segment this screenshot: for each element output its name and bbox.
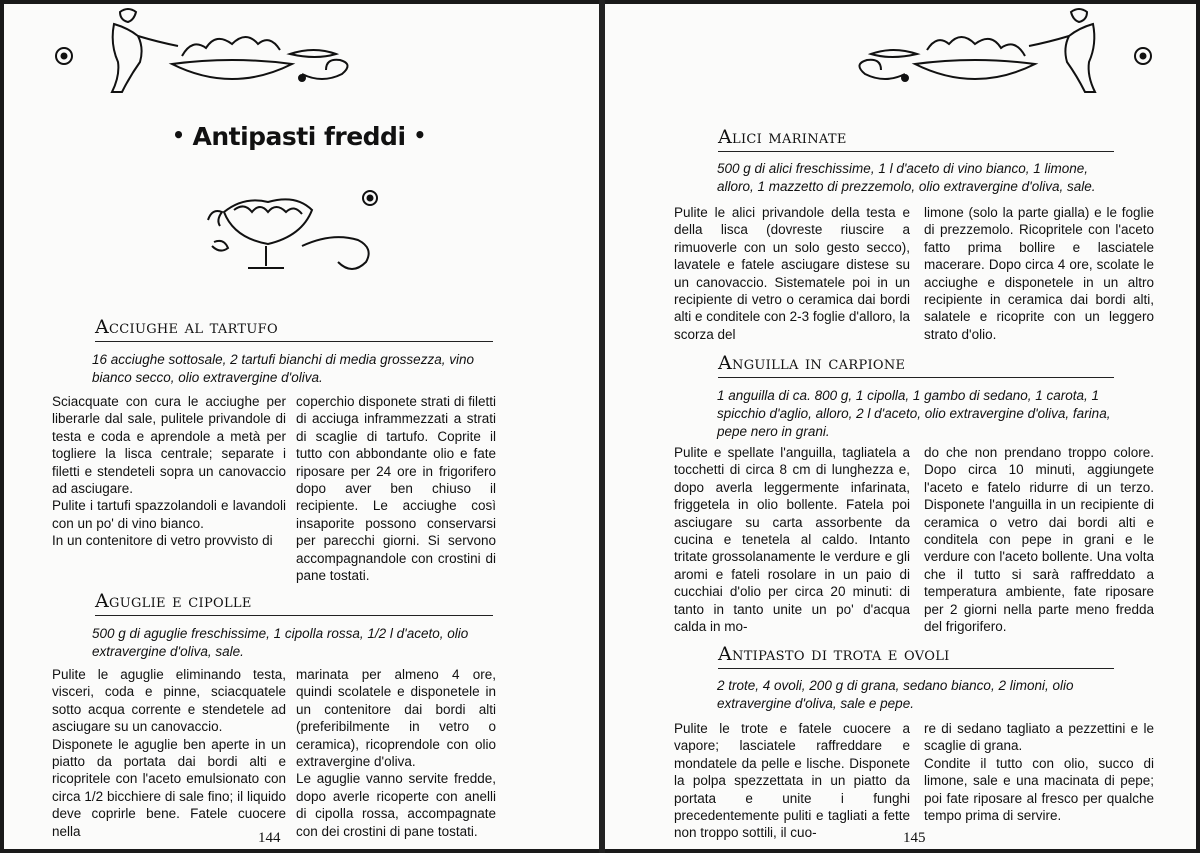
- recipe-paragraph: marinata per almeno 4 ore, quindi scolatele e disponetele in un contenitore dai bordi alti (preferibilmente in vetro o ceramica), ricoprendole con olio extravergine d'oliva.: [296, 667, 496, 770]
- recipe-text-column-2: [296, 666, 496, 840]
- right-page: [605, 4, 1196, 849]
- recipe-text-column-1: [52, 393, 286, 550]
- recipe-paragraph: coperchio disponete strati di filetti di acciuga inframmezzati a strati di scaglie di tartufo. Coprite il tutto con abbondante olio e fate riposare per 24 ore in frigorifero dopo aver ben chiuso il recipiente. Le acciughe così insaporite possono conservarsi per parecchi giorni. Si servono accompagnandole con crostini di pane tostati.: [296, 394, 496, 584]
- recipe-paragraph: Disponete le aguglie ben aperte in un piatto da portata dai bordi alti e ricopritele con l'aceto emulsionato con circa 1/2 bicchiere di sale fino; il liquido deve coprirle bene. Fatele cuocere nella: [52, 736, 286, 839]
- recipe-text-column-1: [674, 720, 910, 842]
- recipe-paragraph: Pulite le trote e fatele cuocere a vapore; lasciatele raffreddare e mondatele da pelle e lische. Disponete la polpa spezzettata in un piatto da portata e unite i funghi precedentemente puliti e tagliati a fette non troppo sottili, il cuo-: [674, 721, 910, 841]
- page-number: 145: [903, 830, 926, 846]
- recipe-text-column-2: [924, 720, 1154, 824]
- recipe-text-column-1: [674, 444, 910, 635]
- left-page: [4, 4, 599, 849]
- recipe-text-column-2: [924, 204, 1154, 343]
- recipe-ingredients: 2 trote, 4 ovoli, 200 g di grana, sedano bianco, 2 limoni, olio extravergine d'oliva, sale e pepe.: [717, 678, 1074, 711]
- recipe-paragraph: Pulite e spellate l'anguilla, tagliatela a tocchetti di circa 8 cm di lunghezza e, dopo averla leggermente infarinata, friggetela in olio bollente. Fatela poi asciugare su carta assorbente da cucina e tenetela al caldo. Intanto tritate grossolanamente le verdure e gli aromi e fateli rosolare in un paio di cucchiai d'olio per circa 20 minuti: di tanto in tanto unite un po' d'acqua calda in mo-: [674, 445, 910, 635]
- recipe-title: Antipasto di trota e ovoli: [718, 643, 1114, 669]
- recipe-title: Anguilla in carpione: [718, 352, 1114, 378]
- recipe-paragraph: In un contenitore di vetro provvisto di: [52, 533, 273, 549]
- chapter-title-text: Antipasti freddi: [192, 122, 406, 151]
- recipe-paragraph: Condite il tutto con olio, succo di limone, sale e una macinata di pepe; poi fate riposare al fresco per qualche tempo prima di servire.: [924, 755, 1154, 824]
- recipe-ingredients: 16 acciughe sottosale, 2 tartufi bianchi di media grossezza, vino bianco secco, olio extravergine d'oliva.: [92, 352, 474, 385]
- recipe-ingredients: 1 anguilla di ca. 800 g, 1 cipolla, 1 gambo di sedano, 1 carota, 1 spicchio d'aglio, alloro, 2 l d'aceto, olio extravergine d'oliva, farina, pepe nero in grani.: [717, 388, 1111, 439]
- recipe-text-column-2: [296, 393, 496, 584]
- recipe-title: Alici marinate: [718, 126, 1114, 152]
- recipe-paragraph: Sciacquate con cura le acciughe per liberarle dal sale, pulitele privandole di testa e coda e aprendole a metà per togliere la lisca centrale; separate i filetti e stendeteli sopra un canovaccio ad asciugare.: [52, 394, 286, 497]
- page-number: 144: [258, 830, 281, 846]
- recipe-paragraph: limone (solo la parte gialla) e le foglie di prezzemolo. Ricopritele con l'aceto fatto prima bollire e lasciatele macerare. Dopo circa 4 ore, scolate le acciughe e disponetele in un altro recipiente in ceramica dai bordi alti, salatele e ricoprite con un leggero strato d'olio.: [924, 205, 1154, 342]
- recipe-text-column-1: [674, 204, 910, 343]
- recipe-title: Acciughe al tartufo: [95, 316, 493, 342]
- recipe-paragraph: re di sedano tagliato a pezzettini e le scaglie di grana.: [924, 721, 1154, 754]
- recipe-title: Aguglie e cipolle: [95, 590, 493, 616]
- recipe-ingredients: 500 g di aguglie freschissime, 1 cipolla rossa, 1/2 l d'aceto, olio extravergine d'oliva, sale.: [92, 626, 469, 659]
- chapter-title: [164, 122, 434, 151]
- chef-with-platter-illustration: [52, 4, 392, 104]
- recipe-ingredients: 500 g di alici freschissime, 1 l d'aceto di vino bianco, 1 limone, alloro, 1 mazzetto di prezzemolo, olio extravergine d'oliva, sale.: [717, 161, 1096, 194]
- recipe-paragraph: Pulite i tartufi spazzolandoli e lavandoli con un po' di vino bianco.: [52, 498, 286, 531]
- salad-bowl-illustration: [204, 184, 384, 279]
- recipe-text-column-1: [52, 666, 286, 840]
- recipe-text-column-2: [924, 444, 1154, 635]
- recipe-paragraph: do che non prendano troppo colore. Dopo circa 10 minuti, aggiungete l'aceto e fatelo ridurre di un terzo. Disponete l'anguilla in un recipiente di ceramica o vetro dai bordi alti e conditela con pepe in grani e le verdure con l'aceto bollente. Una volta che il tutto si sarà raffreddato a temperatura ambiente, fate riposare per 2 giorni nella parte meno fredda del frigorifero.: [924, 445, 1154, 635]
- bullet-ornament: •: [172, 123, 185, 147]
- recipe-paragraph: Pulite le alici privandole della testa e della lisca (dovreste riuscire a rimuoverle con un solo gesto secco), lavatele e fatele asciugare distese su un canovaccio. Sistematele poi in un recipiente di vetro o ceramica dai bordi alti e conditele con 2-3 foglie d'alloro, la scorza del: [674, 205, 910, 342]
- bullet-ornament: •: [413, 123, 426, 147]
- chef-with-platter-illustration: [815, 4, 1155, 104]
- recipe-paragraph: Le aguglie vanno servite fredde, dopo averle ricoperte con anelli di cipolla rossa, accompagnate con dei crostini di pane tostati.: [296, 771, 496, 839]
- recipe-paragraph: Pulite le aguglie eliminando testa, visceri, coda e pinne, sciacquatele sotto acqua corrente e stendetele ad asciugare su un canovaccio.: [52, 667, 286, 735]
